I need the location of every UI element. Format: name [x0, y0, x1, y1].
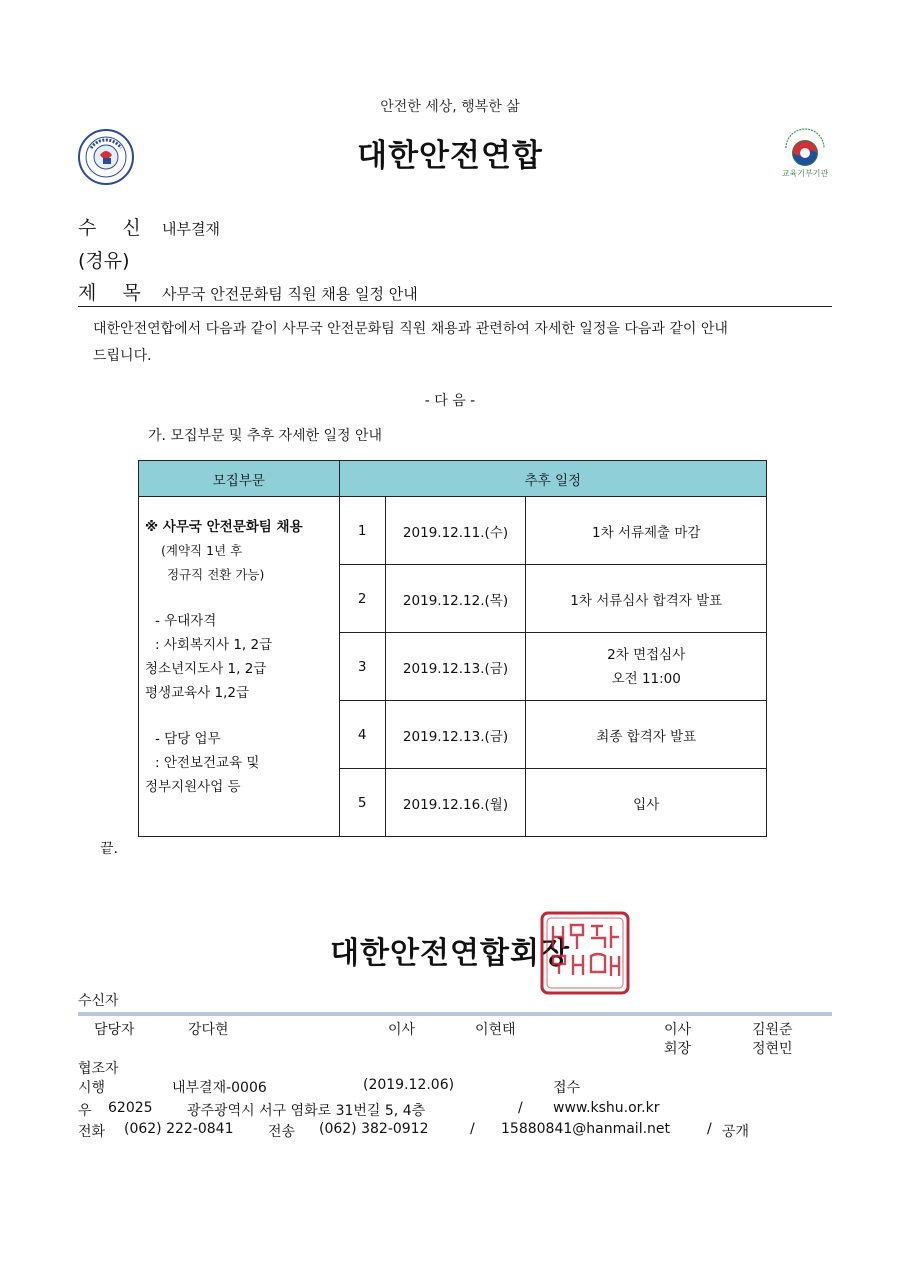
preferred-line-3: 평생교육사 1,2급 — [145, 685, 250, 701]
director1-name: 이현태 — [475, 1022, 516, 1038]
document-date: (2019.12.06) — [363, 1077, 455, 1093]
post-label: 우 — [78, 1103, 92, 1119]
preferred-line-2: 청소년지도사 1, 2급 — [145, 661, 267, 677]
schedule-number: 3 — [339, 633, 385, 701]
schedule-event — [526, 633, 767, 701]
notice-heading: - 다 음 - — [424, 393, 476, 409]
schedule-date: 2019.12.11.(수) — [385, 497, 526, 565]
organization-title: 대한안전연합 — [357, 138, 543, 174]
schedule-event-text: 1차 서류제출 마감 — [591, 524, 701, 541]
category-title: ※ 사무국 안전문화팀 채용 — [145, 519, 303, 535]
phone-number: (062) 222-0841 — [124, 1121, 234, 1137]
schedule-event — [526, 497, 767, 565]
via-label: (경유) — [78, 250, 130, 272]
disclosure-status: 공개 — [722, 1124, 750, 1140]
email-link[interactable]: 15880841@hanmail.net — [501, 1121, 671, 1137]
staff-name: 강다현 — [188, 1022, 229, 1038]
table-row — [139, 497, 767, 565]
subject-label: 제 목 — [78, 282, 151, 304]
duty-line-1: : 안전보건교육 및 — [155, 755, 260, 771]
body-line-2: 드립니다. — [93, 348, 152, 364]
director2-name: 김원준 — [752, 1022, 793, 1038]
separator: / — [518, 1100, 523, 1116]
official-seal-stamp — [539, 910, 631, 996]
column-header-schedule: 추후 일정 — [339, 461, 766, 497]
schedule-date: 2019.12.13.(금) — [385, 633, 526, 701]
schedule-table — [138, 460, 767, 837]
section-heading: 가. 모집부문 및 추후 자세한 일정 안내 — [148, 428, 383, 444]
cooperator-label: 협조자 — [78, 1061, 119, 1077]
schedule-event-time: 오전 11:00 — [611, 670, 681, 687]
schedule-event — [526, 565, 767, 633]
postcode: 62025 — [108, 1100, 153, 1116]
schedule-event-text: 입사 — [633, 796, 660, 813]
phone-label: 전화 — [78, 1124, 106, 1140]
website-link[interactable]: www.kshu.or.kr — [553, 1100, 660, 1116]
separator: / — [707, 1121, 712, 1137]
via-row — [78, 246, 130, 273]
duty-heading: - 담당 업무 — [155, 731, 221, 747]
schedule-event-text: 최종 합격자 발표 — [596, 728, 697, 745]
contract-line-1: (계약직 1년 후 — [161, 543, 243, 558]
to-row — [78, 213, 220, 240]
schedule-event-text: 1차 서류심사 합격자 발표 — [570, 592, 723, 609]
schedule-date: 2019.12.13.(금) — [385, 701, 526, 769]
separator: / — [470, 1121, 475, 1137]
education-donation-badge-logo — [780, 126, 830, 196]
receipt-label: 접수 — [553, 1080, 581, 1096]
recipient-label: 수신자 — [78, 993, 119, 1009]
association-emblem-logo — [77, 128, 135, 186]
director2-label: 이사 — [664, 1022, 692, 1038]
schedule-number: 2 — [339, 565, 385, 633]
president-label: 회장 — [664, 1041, 692, 1057]
education-donation-caption: 교육기부기관 — [781, 169, 829, 178]
schedule-number: 4 — [339, 701, 385, 769]
schedule-date: 2019.12.12.(목) — [385, 565, 526, 633]
contract-line-2: 정규직 전환 가능) — [167, 567, 265, 582]
subject-value: 사무국 안전문화팀 직원 채용 일정 안내 — [162, 285, 418, 303]
address: 광주광역시 서구 염화로 31번길 5, 4층 — [187, 1103, 426, 1119]
enforce-label: 시행 — [78, 1080, 106, 1096]
to-value: 내부결재 — [162, 220, 221, 238]
schedule-event-text: 2차 면접심사 — [607, 646, 686, 663]
body-paragraph — [93, 316, 841, 370]
body-line-1: 대한안전연합에서 다음과 같이 사무국 안전문화팀 직원 채용과 관련하여 자세한 일정을 다음과 같이 안내 — [93, 321, 728, 337]
staff-label: 담당자 — [94, 1022, 135, 1038]
category-cell — [139, 497, 340, 837]
end-mark: 끝. — [100, 841, 118, 857]
schedule-event — [526, 769, 767, 837]
duty-line-2: 정부지원사업 등 — [145, 779, 241, 795]
signature-title: 대한안전연합회장 — [330, 936, 570, 971]
column-header-category: 모집부문 — [139, 461, 340, 497]
footer-rule — [78, 1012, 832, 1016]
document-number: 내부결재-0006 — [172, 1080, 267, 1096]
director1-label: 이사 — [388, 1022, 416, 1038]
preferred-line-1: : 사회복지사 1, 2급 — [155, 637, 273, 653]
schedule-date: 2019.12.16.(월) — [385, 769, 526, 837]
header-divider — [78, 306, 832, 307]
table-header-row — [139, 461, 767, 497]
fax-number: (062) 382-0912 — [319, 1121, 429, 1137]
to-label: 수 신 — [78, 217, 151, 239]
schedule-number: 5 — [339, 769, 385, 837]
schedule-number: 1 — [339, 497, 385, 565]
schedule-event — [526, 701, 767, 769]
preferred-heading: - 우대자격 — [155, 613, 217, 629]
slogan: 안전한 세상, 행복한 삶 — [380, 99, 520, 115]
president-name: 정현민 — [752, 1041, 793, 1057]
subject-row — [78, 278, 418, 305]
fax-label: 전송 — [268, 1124, 296, 1140]
